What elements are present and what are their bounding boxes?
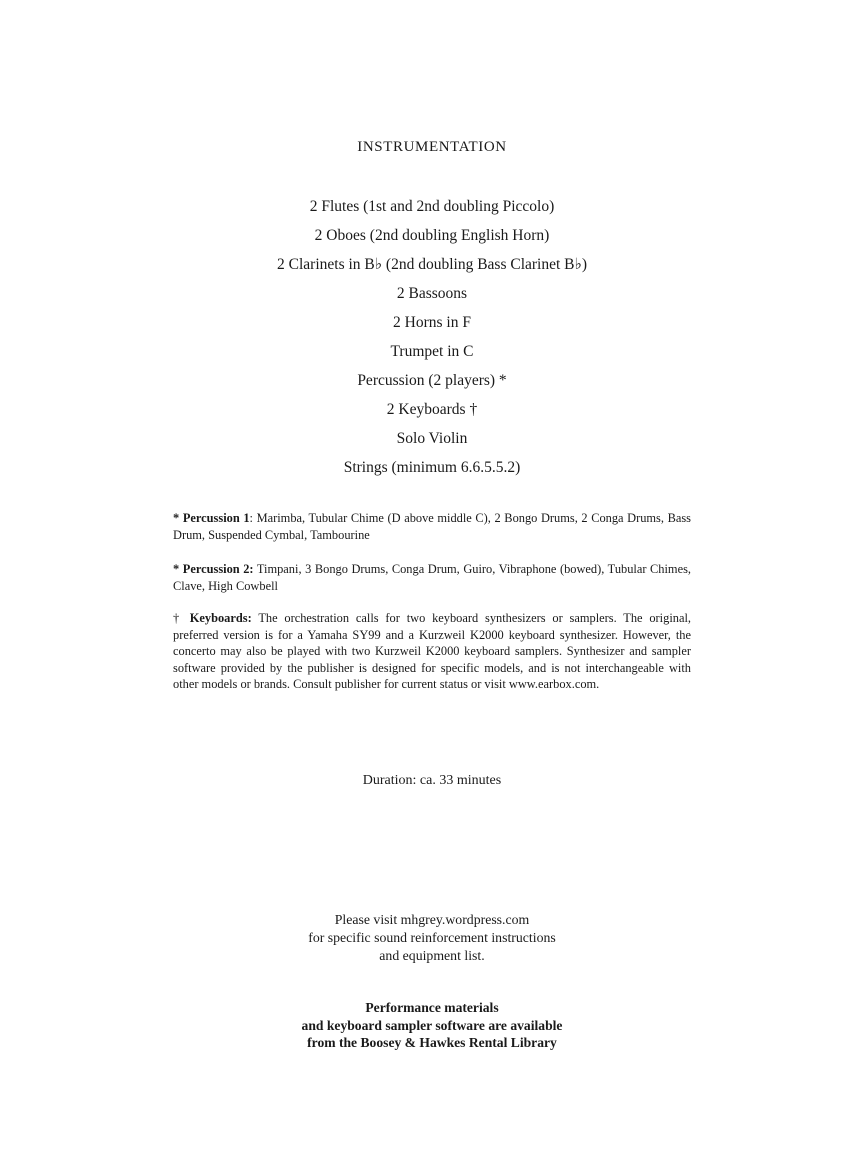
keyboards-note bbox=[173, 610, 691, 693]
note-label: Percussion 1 bbox=[182, 511, 250, 525]
percussion-1-note bbox=[173, 510, 691, 543]
note-marker: * bbox=[173, 511, 180, 525]
materials-line: from the Boosey & Hawkes Rental Library bbox=[307, 1035, 557, 1050]
instrument-item: Strings (minimum 6.6.5.5.2) bbox=[343, 459, 521, 476]
instrument-item: 2 Clarinets in B♭ (2nd doubling Bass Clarinet B♭) bbox=[277, 256, 587, 273]
instrument-item: Percussion (2 players) * bbox=[357, 372, 507, 389]
note-text: The orchestration calls for two keyboard synthesizers or samplers. The original, preferred version is for a Yamaha SY99 and a Kurzweil K2000 keyboard synthesizer. However, the concerto may also be played with two Kurzweil K2000 keyboard samplers. Synthesizer and sampler software provided by the publisher is designed for specific models, and is not interchangeable with other models or brands. Consult publisher for current status or visit www.earbox.com. bbox=[173, 611, 691, 691]
page-title: INSTRUMENTATION bbox=[357, 139, 507, 155]
note-marker: * bbox=[173, 562, 180, 576]
instrument-item: Trumpet in C bbox=[390, 343, 474, 360]
materials-line: and keyboard sampler software are available bbox=[301, 1017, 563, 1033]
performance-materials-note bbox=[0, 999, 864, 1052]
note-text: Timpani, 3 Bongo Drums, Conga Drum, Guiro, Vibraphone (bowed), Tubular Chimes, Clave, High Cowbell bbox=[173, 562, 691, 593]
note-label: Percussion 2: bbox=[182, 562, 254, 576]
percussion-2-note bbox=[173, 561, 691, 594]
instrument-item: 2 Bassoons bbox=[396, 285, 468, 302]
instrumentation-list bbox=[0, 197, 864, 487]
duration: Duration: ca. 33 minutes bbox=[362, 773, 502, 788]
materials-line: Performance materials bbox=[365, 1000, 499, 1015]
visit-line: Please visit mhgrey.wordpress.com bbox=[334, 912, 530, 927]
visit-line: for specific sound reinforcement instructions bbox=[308, 930, 556, 945]
instrument-item: 2 Oboes (2nd doubling English Horn) bbox=[314, 227, 550, 244]
visit-line: and equipment list. bbox=[379, 948, 485, 963]
note-colon: : bbox=[249, 511, 253, 525]
instrument-item: 2 Flutes (1st and 2nd doubling Piccolo) bbox=[309, 198, 555, 215]
sound-reinforcement-note bbox=[0, 911, 864, 965]
instrument-item: 2 Keyboards † bbox=[386, 401, 478, 418]
note-marker: † bbox=[173, 611, 183, 625]
note-label: Keyboards: bbox=[189, 611, 252, 625]
note-text: Marimba, Tubular Chime (D above middle C), 2 Bongo Drums, 2 Conga Drums, Bass Drum, Suspended Cymbal, Tambourine bbox=[173, 511, 691, 542]
instrument-item: 2 Horns in F bbox=[393, 314, 471, 331]
instrument-item: Solo Violin bbox=[396, 430, 468, 447]
